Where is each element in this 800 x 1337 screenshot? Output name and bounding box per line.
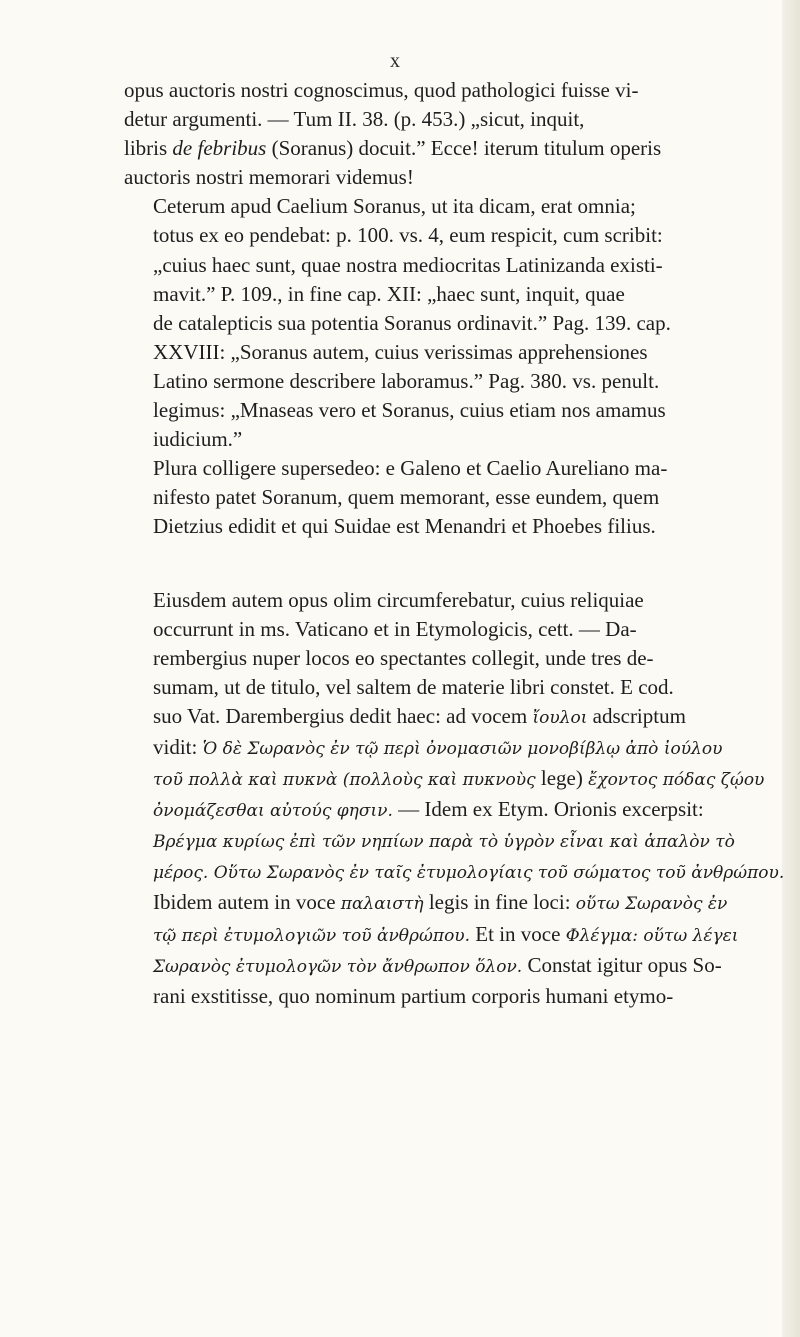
greek-text: ἔχοντος πόδας ζῴου (588, 770, 765, 791)
text-line (124, 733, 760, 764)
text-run: suo Vat. Darembergius dedit haec: ad vocem (153, 703, 533, 728)
text-line: auctoris nostri memorari videmus! (124, 165, 414, 190)
text-run: adscriptum (587, 703, 686, 728)
text-line: occurrunt in ms. Vaticano et in Etymologicis, cett. — Da- (153, 616, 637, 641)
text-line: Plura colligere supersedeo: e Galeno et Caelio Aureliano ma- (153, 456, 668, 481)
text-line (124, 702, 760, 733)
text-line (124, 795, 760, 826)
text-line: mavit.” P. 109., in fine cap. XII: „haec sunt, inquit, quae (153, 281, 625, 306)
text-run: Ibidem autem in voce (153, 890, 341, 915)
text-line: rembergius nuper locos eo spectantes collegit, unde tres de- (153, 645, 654, 670)
greek-text: ἴουλοι (532, 707, 588, 728)
text-line: detur argumenti. — Tum II. 38. (p. 453.) „sicut, inquit, (124, 107, 585, 132)
text-line: legimus: „Mnaseas vero et Soranus, cuius etiam nos amamus (153, 398, 666, 423)
text-line: nifesto patet Soranum, quem memorant, esse eundem, quem (153, 485, 660, 510)
text-line: „cuius haec sunt, quae nostra mediocritas Latinizanda existi- (153, 252, 663, 277)
text-run: lege) (535, 766, 589, 791)
text-line: de catalepticis sua potentia Soranus ordinavit.” Pag. 139. cap. (153, 310, 671, 335)
greek-text: Βρέγμα κυρίως ἐπὶ τῶν νηπίων παρὰ τὸ ὑγρὸν εἶναι καὶ ἁπαλὸν τὸ (153, 832, 735, 853)
book-title: de febribus (172, 136, 267, 161)
text-line: Dietzius edidit et qui Suidae est Menandri et Phoebes filius. (153, 514, 656, 539)
text-line (124, 764, 765, 795)
text-run: — Idem ex Etym. Orionis excerpsit: (392, 797, 704, 822)
text-line (124, 826, 760, 857)
paragraph-3 (124, 454, 760, 541)
text-line: Eiusdem autem opus olim circumferebatur, cuius reliquiae (153, 587, 644, 612)
greek-text: τῷ περὶ ἐτυμολογιῶν τοῦ ἀνθρώπου. (153, 925, 471, 946)
greek-text: μέρος. Οὕτω Σωρανὸς ἐν ταῖς ἐτυμολογίαις τοῦ σώματος τοῦ ἀνθρώπου. (153, 863, 785, 884)
greek-text: παλαιστὴ (340, 894, 424, 915)
greek-text: ὀνομάζεσθαι αὐτούς φησιν. (153, 801, 393, 822)
greek-text: Φλέγμα: οὕτω λέγει (565, 925, 739, 946)
text-line: Ceterum apud Caelium Soranus, ut ita dicam, erat omnia; (153, 194, 636, 219)
text-line: rani exstitisse, quo nominum partium corporis humani etymo- (153, 983, 674, 1008)
body-text (124, 76, 785, 1011)
greek-text: Σωρανὸς ἐτυμολογῶν τὸν ἄνθρωπον ὅλον. (153, 956, 523, 977)
text-line (124, 888, 760, 919)
greek-text: Ὁ δὲ Σωρανὸς ἐν τῷ περὶ ὀνομασιῶν μονοβίβλῳ ἀπὸ ἰούλου (202, 738, 723, 759)
text-line: XXVIII: „Soranus autem, cuius verissimas apprehensiones (153, 339, 648, 364)
text-line: opus auctoris nostri cognoscimus, quod pathologici fuisse vi- (124, 78, 639, 102)
text-line: totus ex eo pendebat: p. 100. vs. 4, eum respicit, cum scribit: (153, 223, 663, 248)
text-run: libris (124, 136, 173, 161)
paragraph-2 (124, 192, 760, 454)
page-number: x (390, 50, 400, 72)
text-run: Et in voce (470, 921, 566, 946)
paragraph-4 (124, 586, 785, 1011)
text-run: Constat igitur opus So- (522, 952, 722, 977)
text-run: legis in fine loci: (423, 890, 576, 915)
text-run: (Soranus) docuit.” Ecce! iterum titulum operis (266, 136, 662, 161)
text-line (124, 857, 785, 888)
text-line: Latino sermone describere laboramus.” Pag. 380. vs. penult. (153, 368, 660, 393)
paragraph-1 (124, 76, 760, 192)
section-gap (124, 542, 760, 586)
page-edge (782, 0, 800, 1337)
text-line (124, 951, 760, 982)
greek-text: οὕτω Σωρανὸς ἐν (575, 894, 728, 915)
greek-text: τοῦ πολλὰ καὶ πυκνὰ (πολλοὺς καὶ πυκνοὺς (153, 770, 536, 791)
text-line: sumam, ut de titulo, vel saltem de materie libri constet. E cod. (153, 674, 674, 699)
text-run: vidit: (153, 734, 203, 759)
text-line: iudicium.” (153, 427, 243, 452)
text-line (124, 134, 760, 163)
text-line (124, 920, 760, 951)
